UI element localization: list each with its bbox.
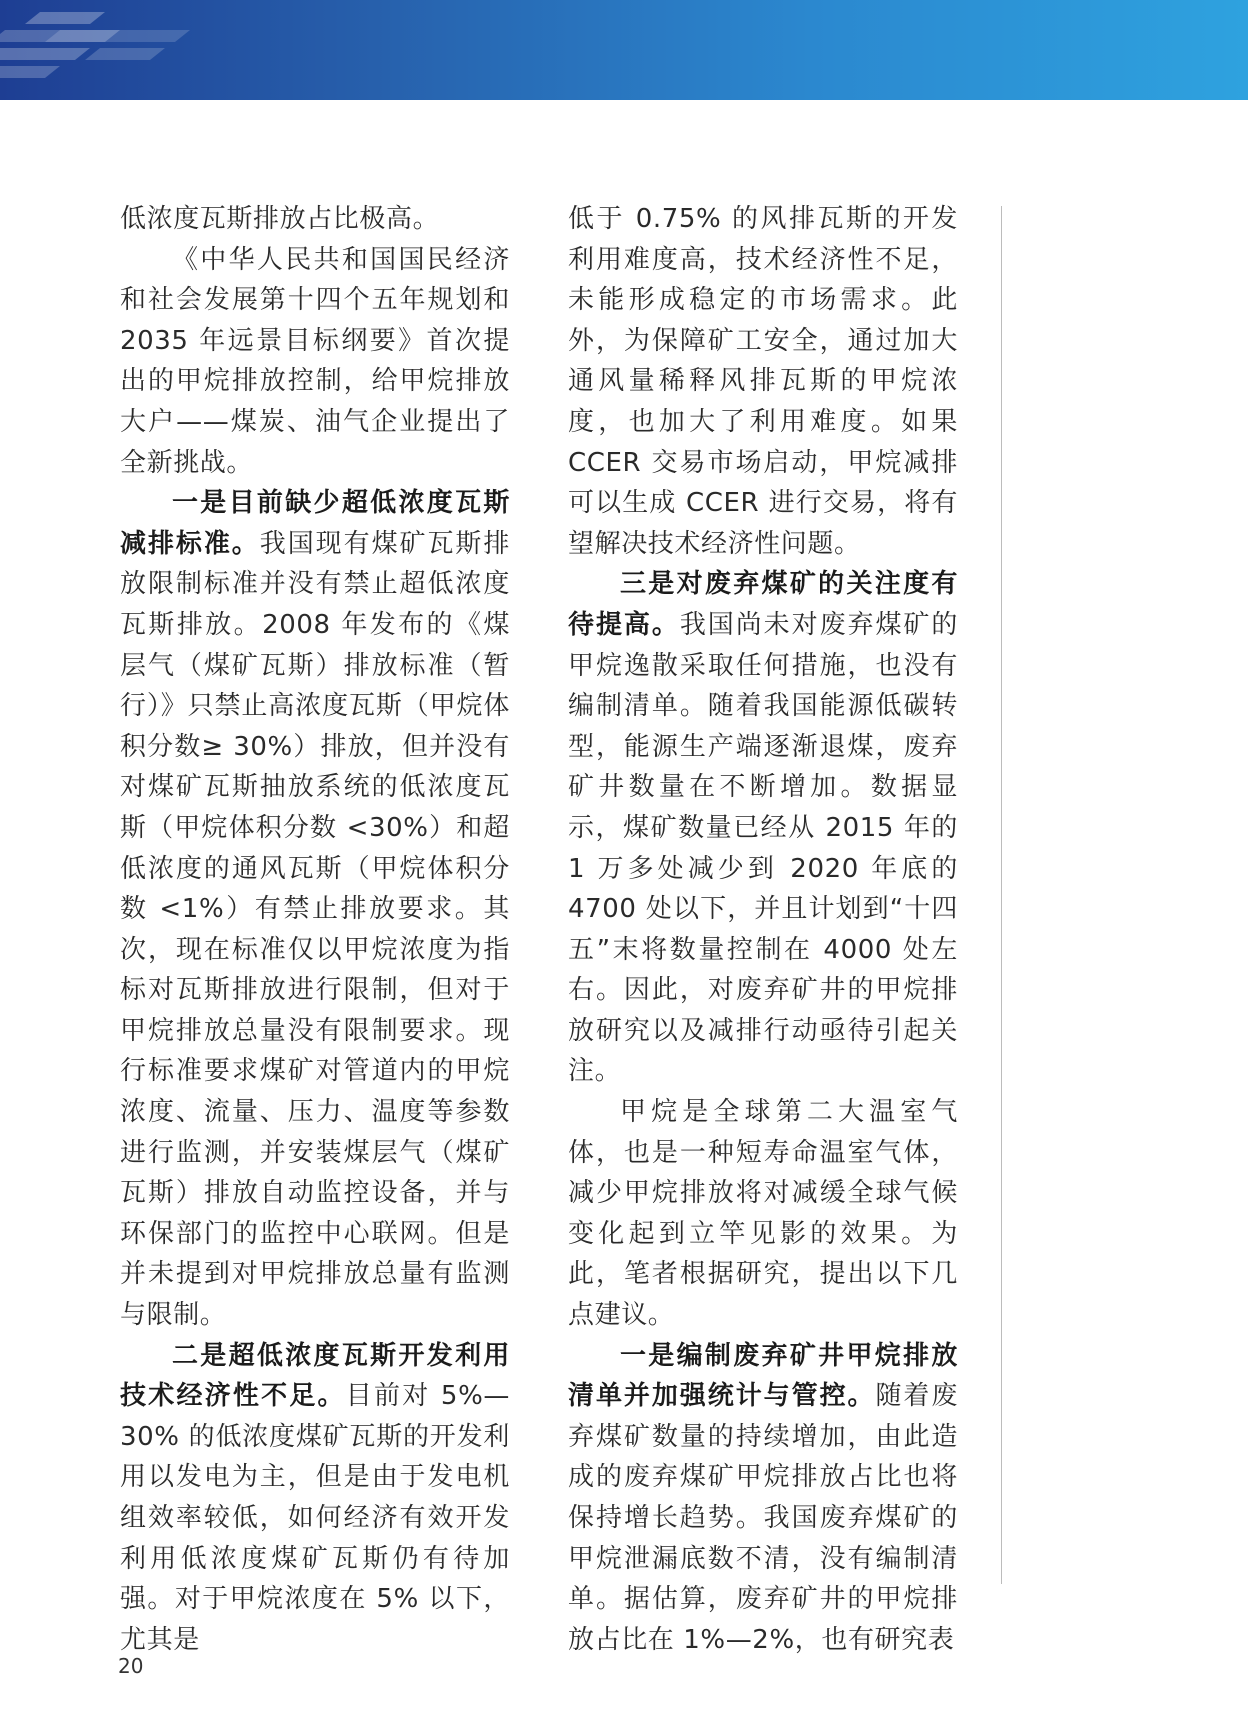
paragraph: 《中华人民共和国国民经济和社会发展第十四个五年规划和 2035 年远景目标纲要》首次提出的甲烷排放控制，给甲烷排放大户——煤炭、油气企业提出了全新挑战。 xyxy=(120,244,510,478)
stripe-pattern-graphic xyxy=(0,0,260,100)
paragraph-heading: 三是对废弃煤矿的关注度有待提高。 xyxy=(568,569,958,640)
paragraph: 低浓度瓦斯排放占比极高。 xyxy=(120,204,440,234)
paragraph: 甲烷是全球第二大温室气体，也是一种短寿命温室气体，减少甲烷排放将对减缓全球气候变化起到立竿见影的效果。为此，笔者根据研究，提出以下几点建议。 xyxy=(568,1097,958,1331)
paragraph-heading: 二是超低浓度瓦斯开发利用技术经济性不足。 xyxy=(120,1340,510,1412)
page-number: 20 xyxy=(118,1654,144,1678)
paragraph: 低于 0.75% 的风排瓦斯的开发利用难度高，技术经济性不足，未能形成稳定的市场需求。此外，为保障矿工安全，通过加大通风量稀释风排瓦斯的甲烷浓度，也加大了利用难度。如果 CCER 交易市场启动，甲烷减排可以生成 CCER 进行交易，将有望解决技术经济性问题。 xyxy=(568,204,958,559)
left-text-column xyxy=(120,199,510,1660)
paragraph-body: 我国尚未对废弃煤矿的甲烷逸散采取任何措施，也没有编制清单。随着我国能源低碳转型，能源生产端逐渐退煤，废弃矿井数量在不断增加。数据显示，煤矿数量已经从 2015 年的 1 万多处减少到 2020 年底的 4700 处以下，并且计划到“十四五”末将数量控制在 4000 处左右。因此，对废弃矿井的甲烷排放研究以及减排行动亟待引起关注。 xyxy=(568,609,958,1087)
column-divider xyxy=(1001,206,1002,1584)
paragraph-body: 随着废弃煤矿数量的持续增加，由此造成的废弃煤矿甲烷排放占比也将保持增长趋势。我国废弃煤矿的甲烷泄漏底数不清，没有编制清单。据估算，废弃矿井的甲烷排放占比在 1%—2%，也有研究表 xyxy=(568,1381,958,1655)
header-banner xyxy=(0,0,1248,100)
right-text-column xyxy=(568,199,958,1660)
paragraph xyxy=(568,1336,958,1661)
paragraph-body: 目前对 5%—30% 的低浓度煤矿瓦斯的开发利用以发电为主，但是由于发电机组效率较低，如何经济有效开发利用低浓度煤矿瓦斯仍有待加强。对于甲烷浓度在 5% 以下，尤其是 xyxy=(120,1381,510,1655)
paragraph xyxy=(120,483,510,1335)
paragraph xyxy=(568,564,958,1092)
paragraph-body: 我国现有煤矿瓦斯排放限制标准并没有禁止超低浓度瓦斯排放。2008 年发布的《煤层气（煤矿瓦斯）排放标准（暂行）》只禁止高浓度瓦斯（甲烷体积分数≥ 30%）排放，但并没有对煤矿瓦斯抽放系统的低浓度瓦斯（甲烷体积分数 <30%）和超低浓度的通风瓦斯（甲烷体积分数 <1%）有禁止排放要求。其次，现在标准仅以甲烷浓度为指标对瓦斯排放进行限制，但对于甲烷排放总量没有限制要求。现行标准要求煤矿对管道内的甲烷浓度、流量、压力、温度等参数进行监测，并安装煤层气（煤矿瓦斯）排放自动监控设备，并与环保部门的监控中心联网。但是并未提到对甲烷排放总量有监测与限制。 xyxy=(120,528,510,1331)
paragraph xyxy=(120,1336,510,1661)
paragraph-heading: 一是编制废弃矿井甲烷排放清单并加强统计与管控。 xyxy=(568,1340,958,1412)
paragraph-heading: 一是目前缺少超低浓度瓦斯减排标准。 xyxy=(120,488,510,559)
